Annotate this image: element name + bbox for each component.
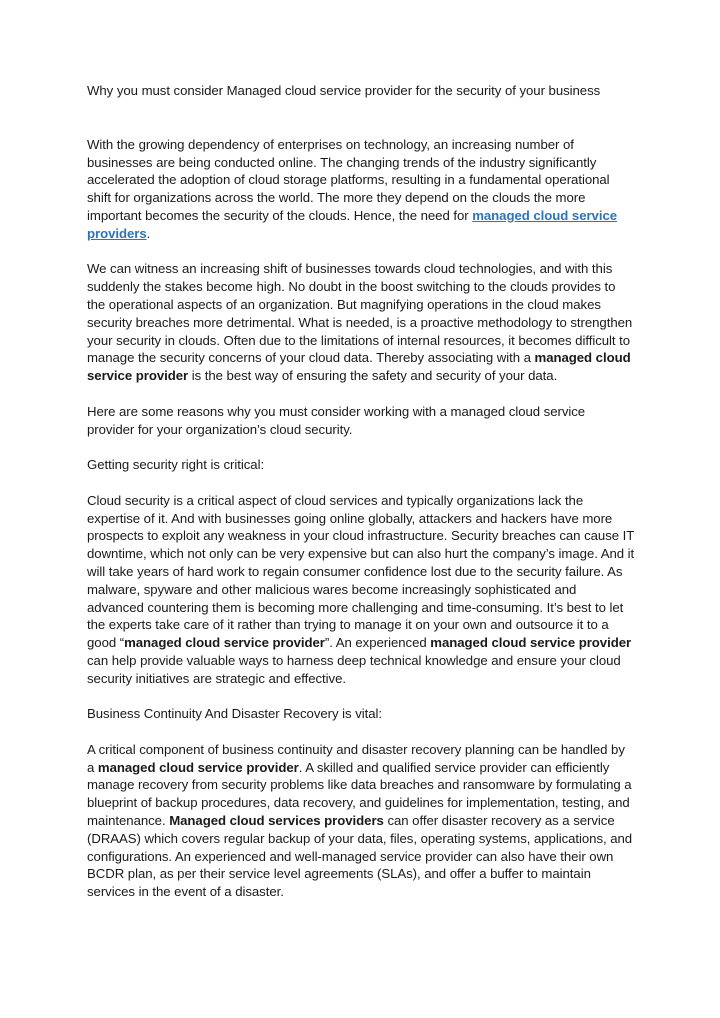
paragraph-cloud-security	[87, 492, 635, 688]
paragraph-cloud-security-bold-2: managed cloud service provider	[430, 635, 632, 651]
heading-security-critical: Getting security right is critical:	[87, 457, 265, 473]
paragraph-shift-bold: managed cloud service provider	[87, 350, 631, 384]
paragraph-disaster-recovery-bold-1: managed cloud service provider	[97, 759, 299, 775]
paragraph-shift-text: We can witness an increasing shift of businesses towards cloud technologies, and with this suddenly the stakes become high. No doubt in the boost switching to the clouds provides to the operational aspects of an organization. But magnifying operations in the cloud makes security breaches more detrimental. What is needed, is a proactive methodology to strengthen your security in clouds. Often due to the limitations of internal resources, it becomes difficult to manage the security concerns of your cloud data. Thereby associating with a	[87, 261, 633, 366]
document-page	[87, 82, 635, 919]
paragraph-cloud-security-end: can help provide valuable ways to harness deep technical knowledge and ensure your cloud security initiatives are strategic and effective.	[87, 652, 621, 686]
paragraph-intro-text: With the growing dependency of enterprises on technology, an increasing number of businesses are being conducted online. The changing trends of the industry significantly accelerated the adoption of cloud storage platforms, resulting in a fundamental operational shift for organizations across the world. The more they depend on the clouds the more important becomes the security of the clouds. Hence, the need for	[87, 136, 610, 223]
paragraph-disaster-recovery-text: A critical component of business continuity and disaster recovery planning can be handled by a	[87, 741, 625, 775]
managed-cloud-service-providers-link[interactable]: managed cloud service providers	[87, 207, 618, 241]
paragraph-intro-end: .	[146, 225, 151, 241]
paragraph-disaster-recovery	[87, 741, 635, 901]
paragraph-cloud-security-mid: ”. An experienced	[324, 635, 431, 651]
paragraph-shift	[87, 260, 635, 385]
paragraph-shift-end: is the best way of ensuring the safety and security of your data.	[188, 368, 558, 384]
paragraph-cloud-security-text: Cloud security is a critical aspect of cloud services and typically organizations lack the expertise of it. And with businesses going online globally, attackers and hackers have more prospects to exploit any weakness in your cloud infrastructure. Security breaches can cause IT downtime, which not only can be very expensive but can also hurt the company’s image. And it will take years of hard work to regain consumer confidence lost due to the security failure. As malware, spyware and other malicious wares become increasingly sophisticated and advanced countering them is becoming more challenging and time-consuming. It’s best to let the experts take care of it rather than trying to manage it on your own and outsource it to a good “	[87, 492, 635, 651]
document-title: Why you must consider Managed cloud service provider for the security of your business	[87, 83, 601, 98]
paragraph-intro	[87, 136, 635, 243]
paragraph-reasons: Here are some reasons why you must consider working with a managed cloud service provider for your organization’s cloud security.	[87, 403, 586, 437]
paragraph-disaster-recovery-bold-2: Managed cloud services providers	[169, 813, 384, 829]
paragraph-cloud-security-bold-1: managed cloud service provider	[124, 635, 325, 651]
paragraph-disaster-recovery-mid: . A skilled and qualified service provider can efficiently manage recovery from security problems like data breaches and ransomware by formulating a blueprint of backup procedures, data recovery, and guidelines for implementation, testing, and maintenance.	[87, 759, 632, 829]
paragraph-disaster-recovery-end: can offer disaster recovery as a service (DRAAS) which covers regular backup of your data, files, operating systems, applications, and configurations. An experienced and well-managed service provider can also have their own BCDR plan, as per their service level agreements (SLAs), and offer a buffer to maintain services in the event of a disaster.	[87, 813, 633, 900]
heading-business-continuity: Business Continuity And Disaster Recovery is vital:	[87, 706, 383, 722]
